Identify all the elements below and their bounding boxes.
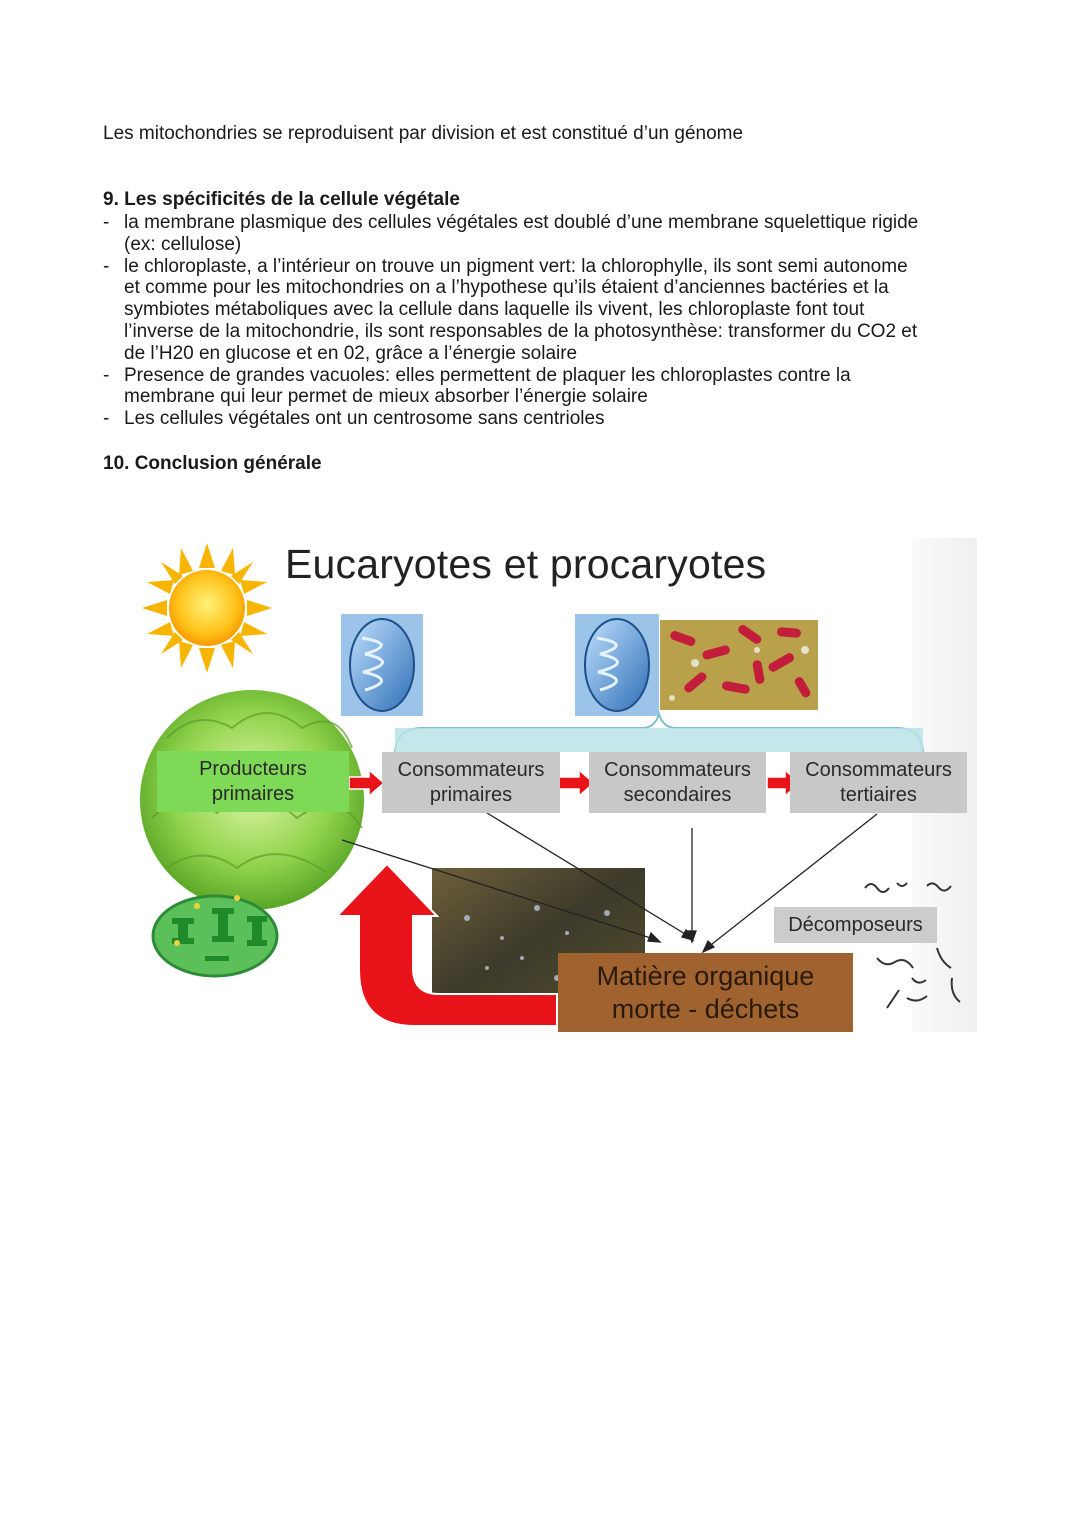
consumers-label-line: primaires (429, 783, 513, 806)
bullet-item (103, 365, 983, 409)
dead-matter-label-line: Matière organique (596, 960, 815, 991)
consumers-label-line: Consommateurs (397, 758, 545, 781)
producers-label-line: primaires (211, 782, 295, 805)
consumers-label-line: Consommateurs (604, 758, 751, 781)
mitochondrion-icon (341, 614, 423, 716)
intro-paragraph: Les mitochondries se reproduisent par division et est constitué d’un génome (103, 123, 744, 144)
bullet-line: et comme pour les mitochondries on a l’hypothese qu’ils étaient d’anciennes bactéries et la (124, 277, 889, 299)
figure-title: Eucaryotes et procaryotes (285, 541, 767, 587)
bullet-line: le chloroplaste, a l’intérieur on trouve un pigment vert: la chlorophylle, ils sont semi autonome (124, 255, 908, 277)
consumers-label-line: secondaires (623, 783, 732, 806)
bullet-item (103, 408, 983, 430)
section-10-heading: 10. Conclusion générale (103, 453, 322, 474)
bullet-line: Les cellules végétales ont un centrosome sans centrioles (124, 408, 605, 430)
bacteria-image (660, 620, 818, 710)
bullet-item (103, 256, 983, 365)
tertiary-consumers-box (790, 752, 967, 813)
chloroplast-icon (153, 895, 277, 976)
food-chain-figure (137, 538, 977, 1032)
primary-consumers-box (382, 752, 560, 813)
sun-icon (142, 543, 272, 673)
bullet-line: l’inverse de la mitochondrie, ils sont responsables de la photosynthèse: transformer du CO2 et (124, 320, 918, 342)
bullet-dash: - (103, 212, 110, 233)
dead-organic-matter-box (558, 953, 853, 1032)
secondary-consumers-box (589, 752, 766, 813)
bullet-item (103, 212, 983, 256)
consumers-label-line: Consommateurs (805, 758, 952, 781)
section-9-bullet-list (103, 212, 983, 430)
decomposers-label: Décomposeurs (774, 907, 937, 943)
bullet-dash: - (103, 255, 110, 277)
bullet-dash: - (103, 364, 110, 386)
bullet-line: symbiotes métaboliques avec la cellule dans laquelle ils vivent, les chloroplaste font tout (124, 299, 865, 321)
bullet-line: de l’H20 en glucose et en 02, grâce a l’énergie solaire (124, 342, 578, 364)
bullet-line: (ex: cellulose) (124, 233, 242, 255)
decomposer-bacteria-icon (865, 883, 960, 1008)
bullet-line: la membrane plasmique des cellules végétales est doublé d’une membrane squelettique rigide (124, 212, 919, 233)
bullet-line: Presence de grandes vacuoles: elles permettent de plaquer les chloroplastes contre la (124, 364, 851, 386)
section-9-heading: 9. Les spécificités de la cellule végétale (103, 189, 460, 210)
dead-matter-label-line: morte - déchets (611, 993, 800, 1024)
bullet-dash: - (103, 408, 110, 430)
bullet-line: membrane qui leur permet de mieux absorber l’énergie solaire (124, 386, 648, 408)
consumers-label-line: tertiaires (840, 783, 917, 806)
producers-box (157, 751, 349, 812)
producers-label-line: Producteurs (199, 757, 307, 780)
mitochondrion-icon (575, 614, 659, 716)
